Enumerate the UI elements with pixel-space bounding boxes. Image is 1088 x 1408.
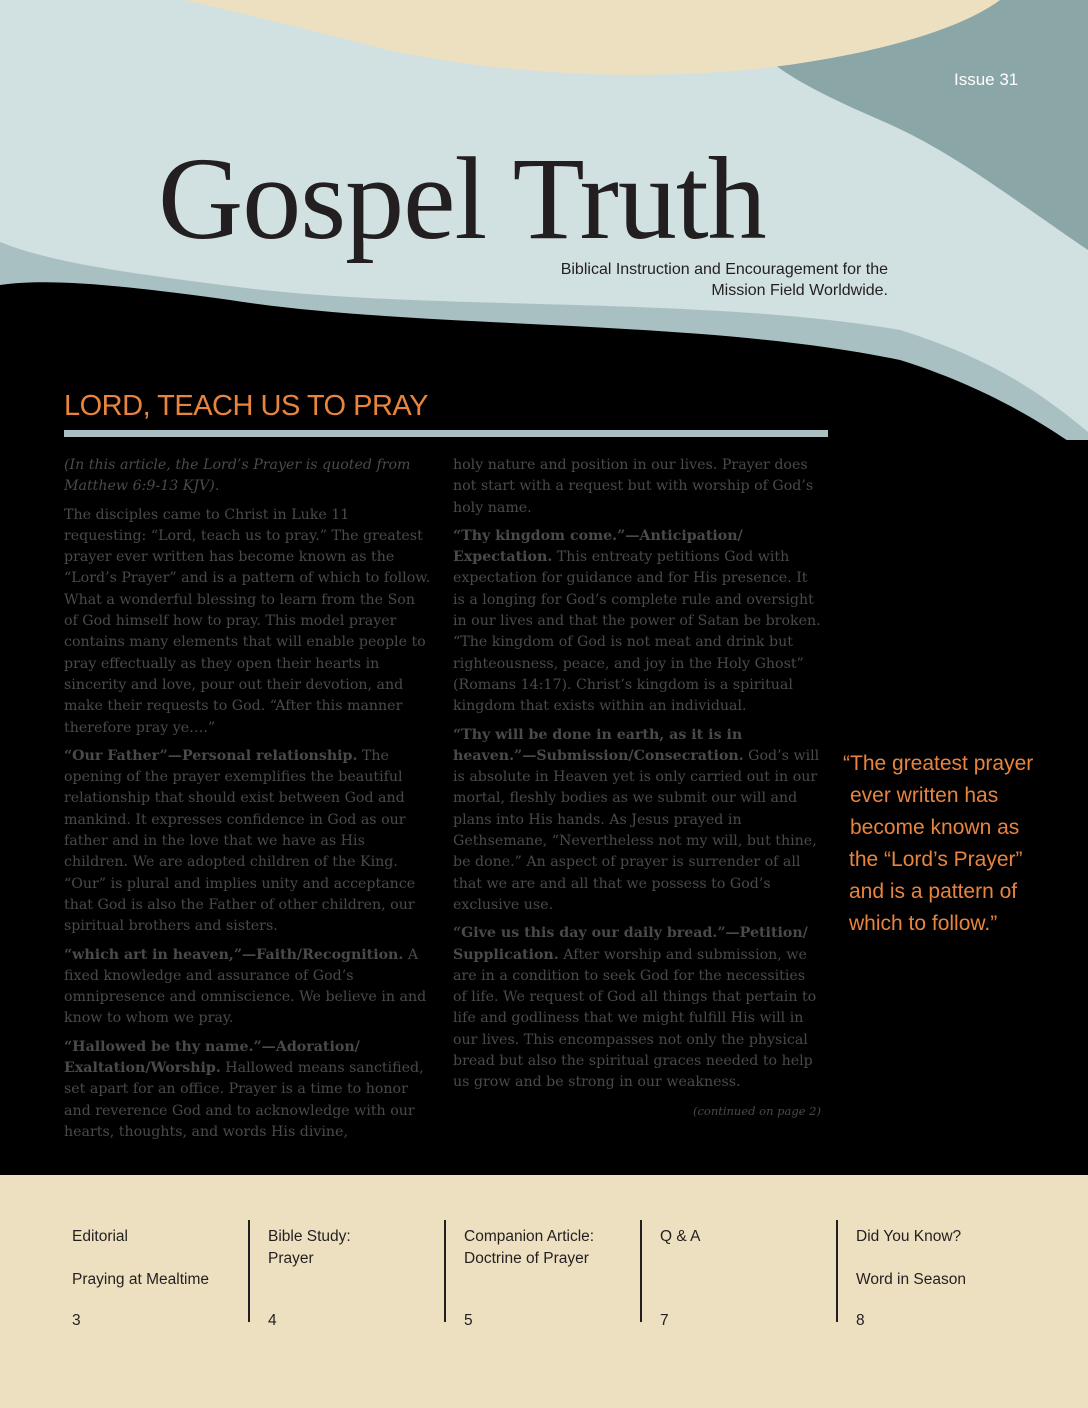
table-of-contents xyxy=(52,1220,1032,1329)
paragraph-body: God’s will is absolute in Heaven yet is only carried out in our mortal, fleshly bodies as we submit our will and plans into His hands. As Jesus prayed in Gethsemane, “Nevertheless not my will, but thine, be done.” An aspect of prayer is surrender of all that we are and all that we possess to God’s exclusive use. xyxy=(453,747,820,913)
toc-item-companion-article[interactable] xyxy=(444,1220,640,1329)
paragraph-body: The opening of the prayer exemplifies the beautiful relationship that should exist between God and mankind. It expresses confidence in God as our father and in the love that we have as His children. We are adopted children of the King. “Our” is plural and implies unity and acceptance that God is also the Father of other children, our spiritual brothers and sisters. xyxy=(64,747,416,935)
toc-item-q-and-a[interactable] xyxy=(640,1220,836,1329)
paragraph-heading: “Thy kingdom come.”—Anticipation/ Expectation. xyxy=(453,527,743,566)
tagline-line: Biblical Instruction and Encouragement for the xyxy=(560,261,888,278)
toc-page-number: 5 xyxy=(464,1312,473,1329)
article-paragraph xyxy=(453,923,821,1093)
toc-item-did-you-know[interactable] xyxy=(836,1220,1032,1329)
paragraph-heading: “which art in heaven,”—Faith/Recognition. xyxy=(64,946,404,963)
pull-quote-line: “The greatest prayer xyxy=(843,752,1034,775)
toc-line: Did You Know? xyxy=(856,1228,962,1245)
masthead-title: Gospel Truth xyxy=(158,133,766,264)
toc-line: Doctrine of Prayer xyxy=(464,1249,589,1267)
pull-quote xyxy=(843,748,1053,940)
paragraph-body: After worship and submission, we are in a condition to seek God for the necessities of life. We request of God all things that pertain to life and godliness that we might fulfill His will in our lives. This encompasses not only the physical bread but also the spiritual graces needed to help us grow and be strong in our weakness. xyxy=(453,946,817,1091)
paragraph-heading: “Thy will be done in earth, as it is in heaven.”—Submission/Consecration. xyxy=(453,726,744,764)
toc-line: Bible Study: xyxy=(268,1228,351,1245)
paragraph-body: Hallowed means sanctified, set apart for an office. Prayer is a time to honor and reverence God and to acknowledge with our hearts, thoughts, and words His divine, xyxy=(64,1060,424,1140)
article-title: LORD, TEACH US TO PRAY xyxy=(64,390,428,422)
article-paragraph xyxy=(453,725,821,917)
toc-line xyxy=(856,1248,966,1270)
article-paragraph: holy nature and position in our lives. Prayer does not start with a request but with worship of God’s holy name. xyxy=(453,457,814,516)
toc-line xyxy=(72,1248,209,1270)
tagline-line: Mission Field Worldwide. xyxy=(711,282,888,299)
tagline xyxy=(480,259,888,301)
toc-item-editorial[interactable] xyxy=(52,1220,248,1329)
pull-quote-line: ever written has xyxy=(850,784,999,807)
paragraph-heading: “Our Father”—Personal relationship. xyxy=(64,747,358,764)
toc-page-number: 8 xyxy=(856,1312,865,1329)
pull-quote-line: and is a pattern of xyxy=(849,880,1018,903)
continued-note: (continued on page 2) xyxy=(692,1103,821,1118)
toc-page-number: 4 xyxy=(268,1312,277,1329)
toc-line: Praying at Mealtime xyxy=(72,1271,209,1288)
paragraph-heading: “Hallowed be thy name.”—Adoration/ Exaltation/Worship. xyxy=(64,1038,360,1077)
toc-line: Q & A xyxy=(660,1228,701,1245)
paragraph-body: A fixed knowledge and assurance of God’s omnipresence and omniscience. We believe in and know to whom we pray. xyxy=(64,946,427,1027)
article-paragraph: The disciples came to Christ in Luke 11 requesting: “Lord, teach us to pray.” The greatest prayer ever written has become known as the “Lord’s Prayer” and is a pattern of which to follow. What a wonderful blessing to learn from the Son of God himself how to pray. This model prayer contains many elements that will enable people to pray effectually as they open their hearts in sincerity and love, pour out their devotion, and make their requests to God. “After this manner therefore pray ye….” xyxy=(64,506,431,736)
issue-number: Issue 31 xyxy=(954,70,1019,89)
toc-line: Editorial xyxy=(72,1228,128,1245)
pull-quote-line: the “Lord’s Prayer” xyxy=(849,848,1023,871)
article-paragraph xyxy=(453,526,821,718)
toc-page-number: 7 xyxy=(660,1312,669,1329)
article-intro: (In this article, the Lord’s Prayer is quoted from Matthew 6:9-13 KJV). xyxy=(64,457,411,495)
article-paragraph xyxy=(64,746,432,938)
paragraph-body: This entreaty petitions God with expectation for guidance and for His presence. It is a longing for God’s complete rule and oversight in our lives and that the power of Satan be broken. “The kingdom of God is not meat and drink but righteousness, peace, and joy in the Holy Ghost” (Romans 14:17). Christ’s kingdom is a spiritual kingdom that exists within an individual. xyxy=(453,549,821,715)
article-paragraph xyxy=(64,1037,432,1143)
title-divider xyxy=(64,430,828,437)
article-column-2 xyxy=(453,455,821,1122)
toc-line: Word in Season xyxy=(856,1271,966,1288)
toc-item-bible-study[interactable] xyxy=(248,1220,444,1329)
toc-page-number: 3 xyxy=(72,1312,81,1329)
pull-quote-line: which to follow.” xyxy=(849,912,998,935)
article-column-1 xyxy=(64,455,432,1150)
pull-quote-line: become known as xyxy=(850,816,1020,839)
toc-line: Companion Article: xyxy=(464,1228,595,1245)
paragraph-heading: “Give us this day our daily bread.”—Petition/ Supplication. xyxy=(453,925,808,963)
article-paragraph xyxy=(64,945,432,1030)
toc-line: Prayer xyxy=(268,1249,314,1267)
